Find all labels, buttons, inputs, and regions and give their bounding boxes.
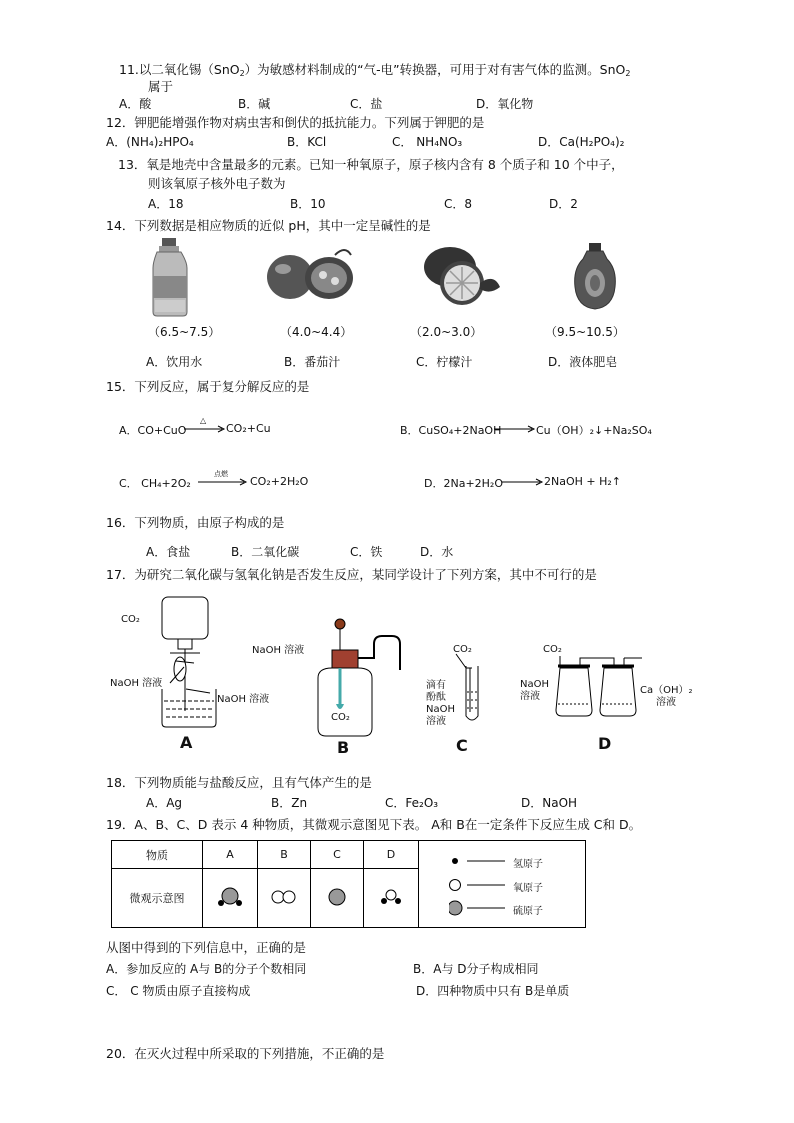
q19-header-substance: 物质 [112, 841, 203, 869]
q13-option-d: D．2 [549, 197, 578, 211]
q19-legend [419, 841, 586, 928]
molecule-c [311, 869, 364, 928]
q18-option-b: B．Zn [271, 796, 308, 810]
apparatus-d-letter: D [598, 734, 612, 753]
q15-option-c-condition: 点燃 [214, 470, 228, 478]
apparatus-c-letter: C [456, 736, 468, 755]
q14-ph-a: （6.5~7.5） [148, 325, 221, 339]
q15-option-a-condition: △ [200, 416, 207, 425]
q19-header-diagram: 微观示意图 [112, 869, 203, 928]
apparatus-c-co2-label: CO₂ [453, 644, 472, 655]
q14-stem: 14．下列数据是相应物质的近似 pH，其中一定呈碱性的是 [106, 218, 431, 233]
q17-stem: 17．为研究二氧化碳与氢氧化钠是否发生反应，某同学设计了下列方案，其中不可行的是 [106, 567, 597, 582]
q16-stem: 16．下列物质，由原子构成的是 [106, 515, 285, 530]
molecule-a [203, 869, 258, 928]
q19-option-d: D．四种物质中只有 B是单质 [416, 984, 570, 998]
reaction-arrow [492, 418, 536, 434]
q20-stem: 20．在灭火过程中所采取的下列措施，不正确的是 [106, 1046, 385, 1061]
q14-ph-c: （2.0~3.0） [410, 325, 483, 339]
q19-option-b: B．A与 D分子构成相同 [413, 962, 539, 976]
q15-option-b-reactants: B．CuSO₄+2NaOH [400, 424, 502, 437]
apparatus-d [540, 652, 650, 722]
legend-sulfur: 硫原子 [513, 906, 543, 917]
q15-option-d-products: 2NaOH + H₂↑ [544, 475, 622, 488]
apparatus-b-co2-label: CO₂ [331, 712, 350, 723]
q19-prompt: 从图中得到的下列信息中，正确的是 [106, 940, 307, 955]
q15-option-c-products: CO₂+2H₂O [250, 475, 309, 488]
apparatus-b-letter: B [337, 738, 350, 757]
molecule-b [258, 869, 311, 928]
q14-option-b: B．番茄汁 [284, 355, 341, 369]
water-bottle-image [145, 238, 195, 318]
apparatus-d-caoh-label: Ca（OH）₂ 溶液 [640, 685, 693, 708]
q15-option-a-reactants: A．CO+CuO [119, 424, 187, 437]
q14-option-c: C．柠檬汁 [416, 355, 473, 369]
q12-option-c: C． NH₄NO₃ [392, 135, 463, 149]
q12-stem: 12．钾肥能增强作物对病虫害和倒伏的抵抗能力。下列属于钾肥的是 [106, 115, 485, 130]
apparatus-d-naoh-label: NaOH 溶液 [520, 679, 549, 702]
q14-option-a: A．饮用水 [146, 355, 203, 369]
apparatus-a-letter: A [180, 733, 193, 752]
q11-option-c: C．盐 [350, 97, 383, 111]
q19-col-d: D [364, 841, 419, 869]
apparatus-d-co2-label: CO₂ [543, 644, 562, 655]
q15-option-d-reactants: D．2Na+2H₂O [424, 477, 503, 490]
q14-option-d: D．液体肥皂 [548, 355, 618, 369]
q13-option-a: A．18 [148, 197, 184, 211]
q13-option-c: C．8 [444, 197, 473, 211]
q16-option-c: C．铁 [350, 545, 383, 559]
q19-table [111, 840, 586, 928]
q15-stem: 15．下列反应，属于复分解反应的是 [106, 379, 310, 394]
q11-option-d: D．氧化物 [476, 97, 534, 111]
q18-option-a: A．Ag [146, 796, 183, 810]
q18-stem: 18．下列物质能与盐酸反应，且有气体产生的是 [106, 775, 372, 790]
apparatus-a-naoh-label: NaOH 溶液 [110, 678, 163, 689]
apparatus-a-beaker-label: NaOH 溶液 [217, 694, 270, 705]
q18-option-d: D．NaOH [521, 796, 578, 810]
soap-bottle-image [573, 243, 617, 311]
q16-option-a: A．食盐 [146, 545, 191, 559]
q11-option-a: A．酸 [119, 97, 152, 111]
q14-ph-b: （4.0~4.4） [280, 325, 353, 339]
q16-option-d: D．水 [420, 545, 454, 559]
q19-option-c: C． C 物质由原子直接构成 [106, 984, 251, 998]
legend-oxygen: 氧原子 [513, 883, 543, 894]
q19-col-a: A [203, 841, 258, 869]
q15-option-c-reactants: C． CH₄+2O₂ [119, 477, 191, 490]
q15-option-a-products: CO₂+Cu [226, 422, 271, 435]
molecule-d [364, 869, 419, 928]
lemon-image [420, 243, 502, 309]
q15-option-b-products: Cu（OH）₂↓+Na₂SO₄ [536, 424, 652, 437]
q14-ph-d: （9.5~10.5） [545, 325, 625, 339]
apparatus-b [310, 618, 410, 740]
q12-option-d: D．Ca(H₂PO₄)₂ [538, 135, 625, 149]
q19-col-b: B [258, 841, 311, 869]
apparatus-b-naoh-label: NaOH 溶液 [252, 645, 305, 656]
q11-option-b: B．碱 [238, 97, 271, 111]
q11-stem-2: 属于 [148, 79, 174, 94]
q19-col-c: C [311, 841, 364, 869]
q12-option-a: A．(NH₄)₂HPO₄ [106, 135, 194, 149]
q12-option-b: B．KCl [287, 135, 327, 149]
reaction-arrow [500, 471, 544, 487]
q18-option-c: C．Fe₂O₃ [385, 796, 439, 810]
q19-stem: 19．A、B、C、D 表示 4 种物质，其微观示意图见下表。 A和 B在一定条件下反应生成 C和 D。 [106, 817, 642, 832]
tomato-image [265, 245, 357, 305]
apparatus-c [452, 652, 492, 724]
q13-stem: 13．氧是地壳中含量最多的元素。已知一种氧原子，原子核内含有 8 个质子和 10 个中子， [118, 157, 624, 172]
q11-stem: 11.以二氧化锡（SnO$_2$）为敏感材料制成的“气-电”转换器，可用于对有害气体的监测。SnO$_2$ [119, 62, 631, 78]
q16-option-b: B．二氧化碳 [231, 545, 300, 559]
legend-hydrogen: 氢原子 [513, 859, 543, 870]
apparatus-c-labels: 滴有 酚酞 NaOH 溶液 [426, 680, 455, 727]
apparatus-a-co2-label: CO₂ [121, 614, 140, 625]
q19-option-a: A．参加反应的 A与 B的分子个数相同 [106, 962, 307, 976]
q13-option-b: B．10 [290, 197, 326, 211]
q13-stem-2: 则该氧原子核外电子数为 [148, 176, 286, 191]
